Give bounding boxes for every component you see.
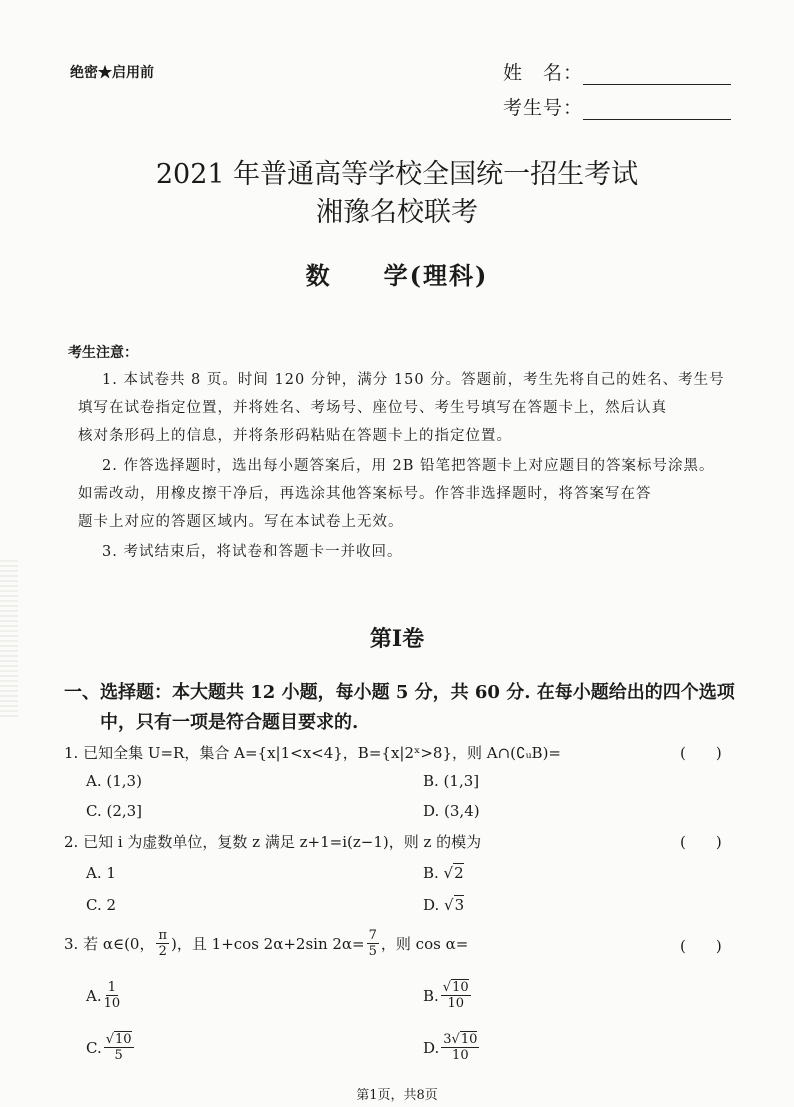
q2-option-c[interactable]: C. 2 xyxy=(86,896,117,914)
fraction-pi-over-2: $\frac{\pi}{2}$ xyxy=(158,928,168,959)
q3-option-a[interactable]: A. $\frac{1}{10}$ xyxy=(86,980,121,1011)
q2-option-a[interactable]: A. 1 xyxy=(86,864,116,882)
q3-option-c[interactable]: C. $\frac{√10}{5}$ xyxy=(86,1032,132,1063)
subject-title: 数 学(理科) xyxy=(305,261,489,290)
name-blank[interactable] xyxy=(583,64,731,85)
question-3-stem: 3. 若 α∈(0， $\frac{\pi}{2}$ )，且 1+cos 2α+2sin 2α= $\frac{7}{5}$ ，则 cos α= xyxy=(64,928,469,959)
q1-option-b[interactable]: B. (1,3] xyxy=(423,772,480,790)
question-2-stem: 2. 已知 i 为虚数单位，复数 z 满足 z+1=i(z−1)，则 z 的模为 xyxy=(64,833,482,851)
confidential-label: 绝密★启用前 xyxy=(70,65,154,81)
q3-option-b[interactable]: B. $\frac{√10}{10}$ xyxy=(423,980,469,1011)
id-label: 考生号： xyxy=(503,97,584,119)
q1-option-c[interactable]: C. (2,3] xyxy=(86,802,143,820)
id-blank[interactable] xyxy=(583,99,731,120)
notice-item-1: 1. 本试卷共 8 页。时间 120 分钟，满分 150 分。答题前，考生先将自己的姓名、考生号 填写在试卷指定位置，并将姓名、考场号、座位号、考生号填写在答题卡上，然后认真 核对条形码上的信息，并将条形码粘贴在答题卡上的指定位置。 xyxy=(78,372,725,444)
exam-title: 2021 年普通高等学校全国统一招生考试 xyxy=(155,159,639,190)
notice-item-3: 3. 考试结束后，将试卷和答题卡一并收回。 xyxy=(102,544,403,560)
question-1-stem: 1. 已知全集 U=R，集合 A={x|1<x<4}，B={x|2ˣ>8}，则 A∩(∁ᵤB)= xyxy=(64,744,562,762)
q2-option-d[interactable]: D. √3 xyxy=(423,896,465,914)
question-2-answer-paren[interactable]: ( ) xyxy=(680,833,722,851)
exam-subtitle: 湘豫名校联考 xyxy=(316,197,478,228)
question-3-answer-paren[interactable]: ( ) xyxy=(680,937,722,955)
section-heading: 一、选择题：本大题共 12 小题，每小题 5 分，共 60 分. 在每小题给出的四个选项 中，只有一项是符合题目要求的. xyxy=(64,682,735,733)
fraction-7-over-5: $\frac{7}{5}$ xyxy=(368,928,377,959)
q1-option-a[interactable]: A. (1,3) xyxy=(86,772,142,790)
question-1-answer-paren[interactable]: ( ) xyxy=(680,744,722,762)
part-title: 第Ⅰ卷 xyxy=(369,626,425,652)
page-footer: 第1页，共8页 xyxy=(356,1088,438,1103)
q3-option-d[interactable]: D. $\frac{3√10}{10}$ xyxy=(423,1032,478,1063)
q1-option-d[interactable]: D. (3,4) xyxy=(423,802,480,820)
id-field xyxy=(503,93,731,120)
notice-heading: 考生注意： xyxy=(68,345,138,361)
notice-item-2: 2. 作答选择题时，选出每小题答案后，用 2B 铅笔把答题卡上对应题目的答案标号涂黑。 如需改动，用橡皮擦干净后，再选涂其他答案标号。作答非选择题时，将答案写在答 题卡上对应的答题区域内。写在本试卷上无效。 xyxy=(78,458,715,530)
q2-option-b[interactable]: B. √2 xyxy=(423,864,464,882)
name-label: 姓 名： xyxy=(503,62,584,84)
name-field xyxy=(503,58,731,85)
